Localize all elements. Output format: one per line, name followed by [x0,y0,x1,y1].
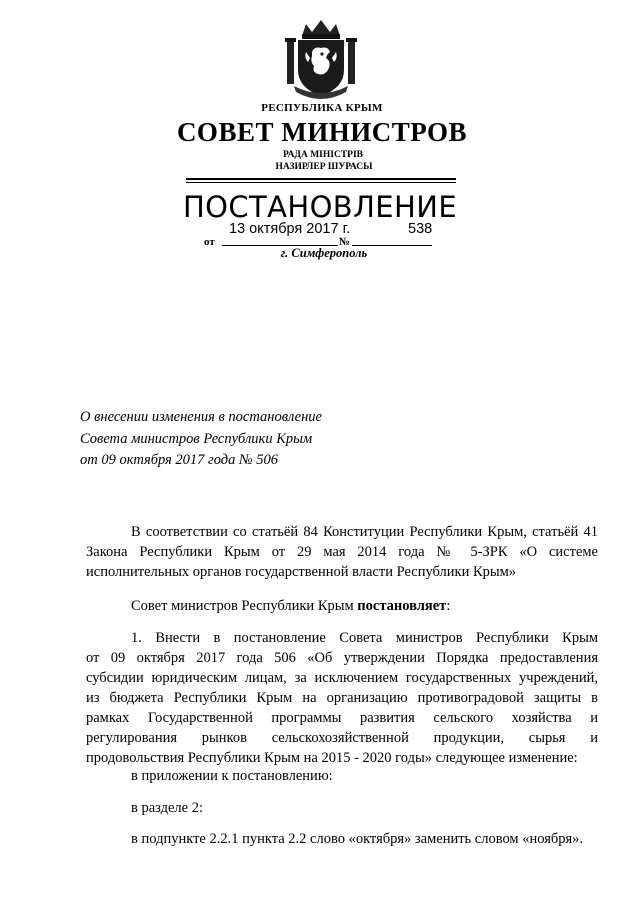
resolution-colon: : [446,598,451,614]
document-subject [80,407,322,472]
resolution-keyword: постановляет [357,598,447,614]
item-1-line: регулирования рынков сельскохозяйственной продукции, сырья и [86,730,598,746]
item-1-paragraph [86,628,598,768]
item-1-line: из бюджета Республики Крым на организацию противоградовой защиты в [86,690,598,706]
preamble-line: Закона Республики Крым от 29 мая 2014 года № 5-ЗРК «О системе [86,544,598,560]
resolution-text: Совет министров Республики Крым [131,598,358,614]
republic-name: РЕСПУБЛИКА КРЫМ [261,102,383,114]
council-name-crimean-tatar: НАЗИРЛЕР ШУРАСЫ [275,162,373,172]
city-name: г. Симферополь [280,246,368,260]
preamble-line: В соответствии со статьёй 84 Конституции Республики Крым, статьёй 41 [131,524,598,540]
item-1-line: рамках Государственной программы развития сельского хозяйства и [86,710,598,726]
preamble-paragraph [86,522,598,582]
number-label: № [339,236,351,248]
item-1-line: от 09 октября 2017 года 506 «Об утверждении Порядка предоставления [86,650,598,666]
preamble-line: исполнительных органов государственной власти Республики Крым» [86,564,517,580]
section-paragraph: в разделе 2: [131,800,204,816]
document-date: 13 октября 2017 г. [229,221,351,237]
item-1-line: продовольствия Республики Крым на 2015 - 2020 годы» следующее изменение: [86,750,578,766]
header-divider-thin [186,182,456,183]
subject-line: О внесении изменения в постановление [80,409,322,425]
subject-line: Совета министров Республики Крым [80,430,313,447]
subject-line: от 09 октября 2017 года № 506 [80,452,279,468]
appendix-paragraph: в приложении к постановлению: [131,768,333,784]
date-label: от [204,236,215,248]
document-number: 538 [408,221,433,237]
item-1-line: 1. Внести в постановление Совета министров Республики Крым [131,630,598,646]
resolution-paragraph [131,596,591,616]
council-name-ukrainian: РАДА МІНІСТРІВ [282,150,363,160]
council-name: СОВЕТ МИНИСТРОВ [176,117,468,147]
document-type-title: ПОСТАНОВЛЕНИЕ [182,190,458,224]
header-divider-thick [186,178,456,180]
coat-of-arms-emblem [284,18,358,100]
amendment-paragraph: в подпункте 2.2.1 пункта 2.2 слово «октября» заменить словом «ноября». [131,831,584,847]
item-1-line: субсидии юридическим лицам, за исключением государственных учреждений, [86,670,598,686]
